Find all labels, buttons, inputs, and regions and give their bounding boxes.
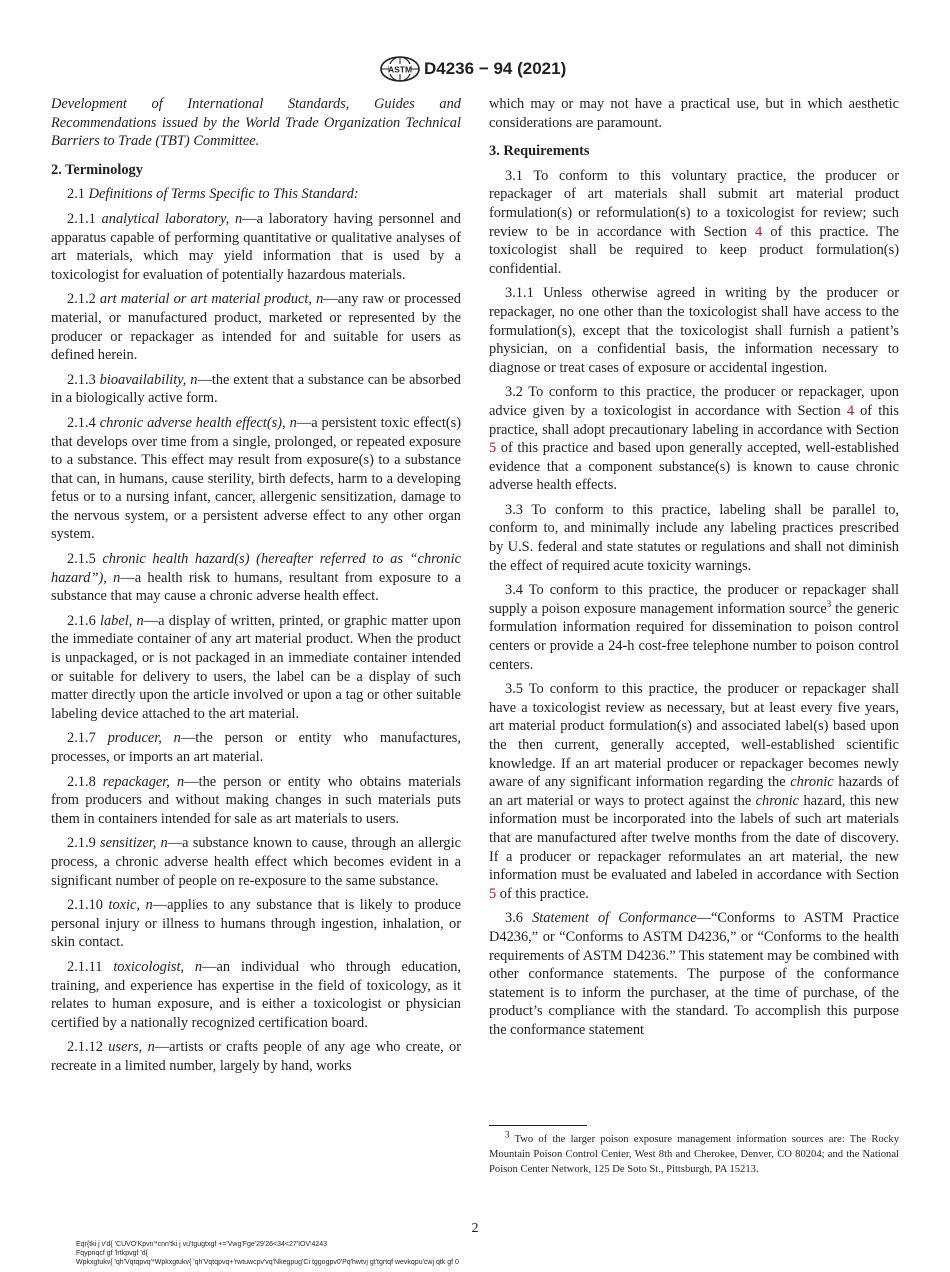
- section-5-link[interactable]: 5: [489, 440, 497, 457]
- section-5-link[interactable]: 5: [489, 885, 497, 902]
- footnote-3: $^3$ Two of the larger poison exposure management information sources are: The Rocky Mountain Poison Control Center, West 8th and Cherokee, Denver, CO 80204; and the National Poison Center Network, 125 De Soto St., Pittsburgh, PA 15213.: [489, 1129, 899, 1175]
- requirement-3-6: 3.6 Statement of Conformance—“Conforms to ASTM Practice D4236,” or “Conforms to ASTM D4236,” or “Conforms to the health requirements of ASTM D4236.” This statement may be combined with other conformance statements. The purpose of the conformance statement is to inform the purchaser, at the time of purchase, of the product’s compliance with the standard. To accomplish this purpose the conformance statement: [489, 910, 899, 1038]
- definition-2-1-8: 2.1.8 repackager, n—the person or entity who obtains materials from producers and without making changes in such materials puts them in containers intended for sale as art materials to users.: [51, 773, 461, 827]
- footer-line-2: Fqypnqcf gf 'lrtkpvgf 'd{: [76, 1250, 148, 1257]
- definition-2-1-11: 2.1.11 toxicologist, n—an individual who through education, training, and experience has expertise in the field of toxicology, as it relates to human exposure, and is either a toxicologist or physician certified by a nationally recognized certification board.: [51, 958, 461, 1031]
- requirement-3-3: 3.3 To conform to this practice, labeling shall be parallel to, conform to, and minimally include any labeling practices prescribed by U.S. federal and state statutes or regulations and shall not diminish the effect of required acute toxicity warnings.: [489, 501, 899, 574]
- definition-2-1-1: 2.1.1 analytical laboratory, n—a laboratory having personnel and apparatus capable of performing quantitative or qualitative analyses of art materials, which may yield information that is used by a toxicologist for evaluation of potentially hazardous materials.: [51, 210, 461, 283]
- svg-text:ASTM: ASTM: [387, 64, 413, 75]
- section-2-heading: 2. Terminology: [51, 161, 143, 178]
- definition-2-1-7: 2.1.7 producer, n—the person or entity who manufactures, processes, or imports an art material.: [51, 730, 461, 765]
- left-column: [51, 95, 461, 1082]
- requirement-3-2: 3.2 To conform to this practice, the producer or repackager, upon advice given by a toxicologist in accordance with Section 4 of this practice, shall adopt precautionary labeling in accordance with Section 5 of this practice and based upon generally accepted, well-established evidence that a component substance(s) is known to cause chronic adverse health effects.: [489, 384, 899, 494]
- definition-2-1-4: 2.1.4 chronic adverse health effect(s), n—a persistent toxic effect(s) that develops over time from a single, prolonged, or repeated exposure to a substance. This effect may result from exposure(s) to a substance that can, in humans, cause sterility, birth defects, harm to a developing fetus or to a nursing infant, cancer, allergenic sensitization, damage to the nervous system, or a persistent adverse effect to any other organ system.: [51, 414, 462, 543]
- footnote-divider: [489, 1125, 587, 1126]
- requirement-3-1: 3.1 To conform to this voluntary practice, the producer or repackager of art materials shall submit art material product formulation(s) or reformulation(s) to a toxicologist for review; such review to be in accordance with Section 4 of this practice. The toxicologist shall be required to keep product formulation(s) confidential.: [489, 167, 899, 277]
- definition-2-1-2: 2.1.2 art material or art material product, n—any raw or processed material, or manufactured product, marketed or represented by the producer or repackager as intended for and suitable for users as defined herein.: [51, 291, 462, 364]
- footer-line-1: Eqr{tki j v'd{ 'CUVO'Kpvn'*cnn'tki j vu'tgugtxgf +='Vwg'Fge'29'26<34<27'IOV'4243: [76, 1241, 328, 1248]
- definition-2-1-10: 2.1.10 toxic, n—applies to any substance that is likely to produce personal injury or illness to humans through ingestion, inhalation, or skin contact.: [51, 897, 462, 951]
- right-column: [489, 95, 899, 1046]
- astm-logo-icon: [380, 56, 420, 82]
- definition-2-1-6: 2.1.6 label, n—a display of written, printed, or graphic matter upon the immediate container of any art material product. When the product is unpackaged, or is not packaged in an immediate container intended or suitable for delivery to users, the label can be a display of such matter directly upon the article involved or upon a tag or other suitable labeling device attached to the art material.: [51, 612, 461, 722]
- definition-2-1-9: 2.1.9 sensitizer, n—a substance known to cause, through an allergic process, a chronic adverse health effect which becomes evident in a significant number of people on re-exposure to the same substance.: [51, 835, 461, 889]
- intro-continuation: Development of International Standards, Guides and Recommendations issued by the World Trade Organization Technical Barriers to Trade (TBT) Committee.: [51, 96, 461, 150]
- requirement-3-1-1: 3.1.1 Unless otherwise agreed in writing by the producer or repackager, no one other than the toxicologist shall have access to the formulation(s), except that the toxicologist shall furnish a patient’s physician, on a confidential basis, the information necessary to diagnose or treat cases of exposure or accidental ingestion.: [489, 285, 899, 376]
- users-definition-continuation: which may or may not have a practical use, but in which aesthetic considerations are paramount.: [489, 96, 899, 131]
- section-4-link[interactable]: 4: [846, 402, 855, 419]
- section-4-link[interactable]: 4: [754, 223, 763, 240]
- footnote-3-marker[interactable]: 3: [826, 599, 832, 610]
- definition-2-1-12: 2.1.12 users, n—artists or crafts people of any age who create, or recreate in a limited number, largely by hand, works: [51, 1039, 461, 1074]
- footer-line-3: Wpkxgtukv{ 'qh'Vqtqpvq'*Wpkxgtukv{ 'qh'Vqtqpvq+'rwtuwcpv'vq'Nkegpug'Ci tggogpv0'Pq'hwtvj gt'tgrtqf wevkqpu'cwj qtk gf 0: [76, 1259, 459, 1266]
- requirement-3-4: 3.4 To conform to this practice, the producer or repackager shall supply a poison exposure management information source$^3$ the generic formulation information required for dissemination to poison control centers or provide a 24-h cost-free telephone number to poison control centers.: [489, 582, 900, 673]
- license-footer: [76, 1240, 459, 1267]
- standard-designation: D4236 − 94 (2021): [424, 59, 567, 78]
- section-3-heading: 3. Requirements: [489, 143, 590, 160]
- definition-2-1-5: 2.1.5 chronic health hazard(s) (hereafter referred to as “chronic hazard”), n—a health risk to humans, resultant from exposure to a substance that may cause a chronic adverse health effect.: [51, 551, 461, 605]
- page-number: 2: [471, 1221, 479, 1236]
- definition-2-1: 2.1 Definitions of Terms Specific to This Standard:: [67, 186, 359, 203]
- requirement-3-5: 3.5 To conform to this practice, the producer or repackager shall have a toxicologist review as necessary, but at least every five years, art material product formulation(s) and associated label(s) based upon the then current, generally accepted, well-established scientific knowledge. If an art material producer or repackager becomes newly aware of any significant information regarding the chronic hazards of an art material or ways to protect against the chronic hazard, this new information must be incorporated into the labels of such art materials that are manufactured after twelve months from the date of discovery. If a producer or repackager reformulates an art material, the new information must be evaluated and labeled in accordance with Section 5 of this practice.: [489, 681, 899, 902]
- page-header: [0, 56, 950, 82]
- definition-2-1-3: 2.1.3 bioavailability, n—the extent that a substance can be absorbed in a biologically active form.: [51, 371, 461, 407]
